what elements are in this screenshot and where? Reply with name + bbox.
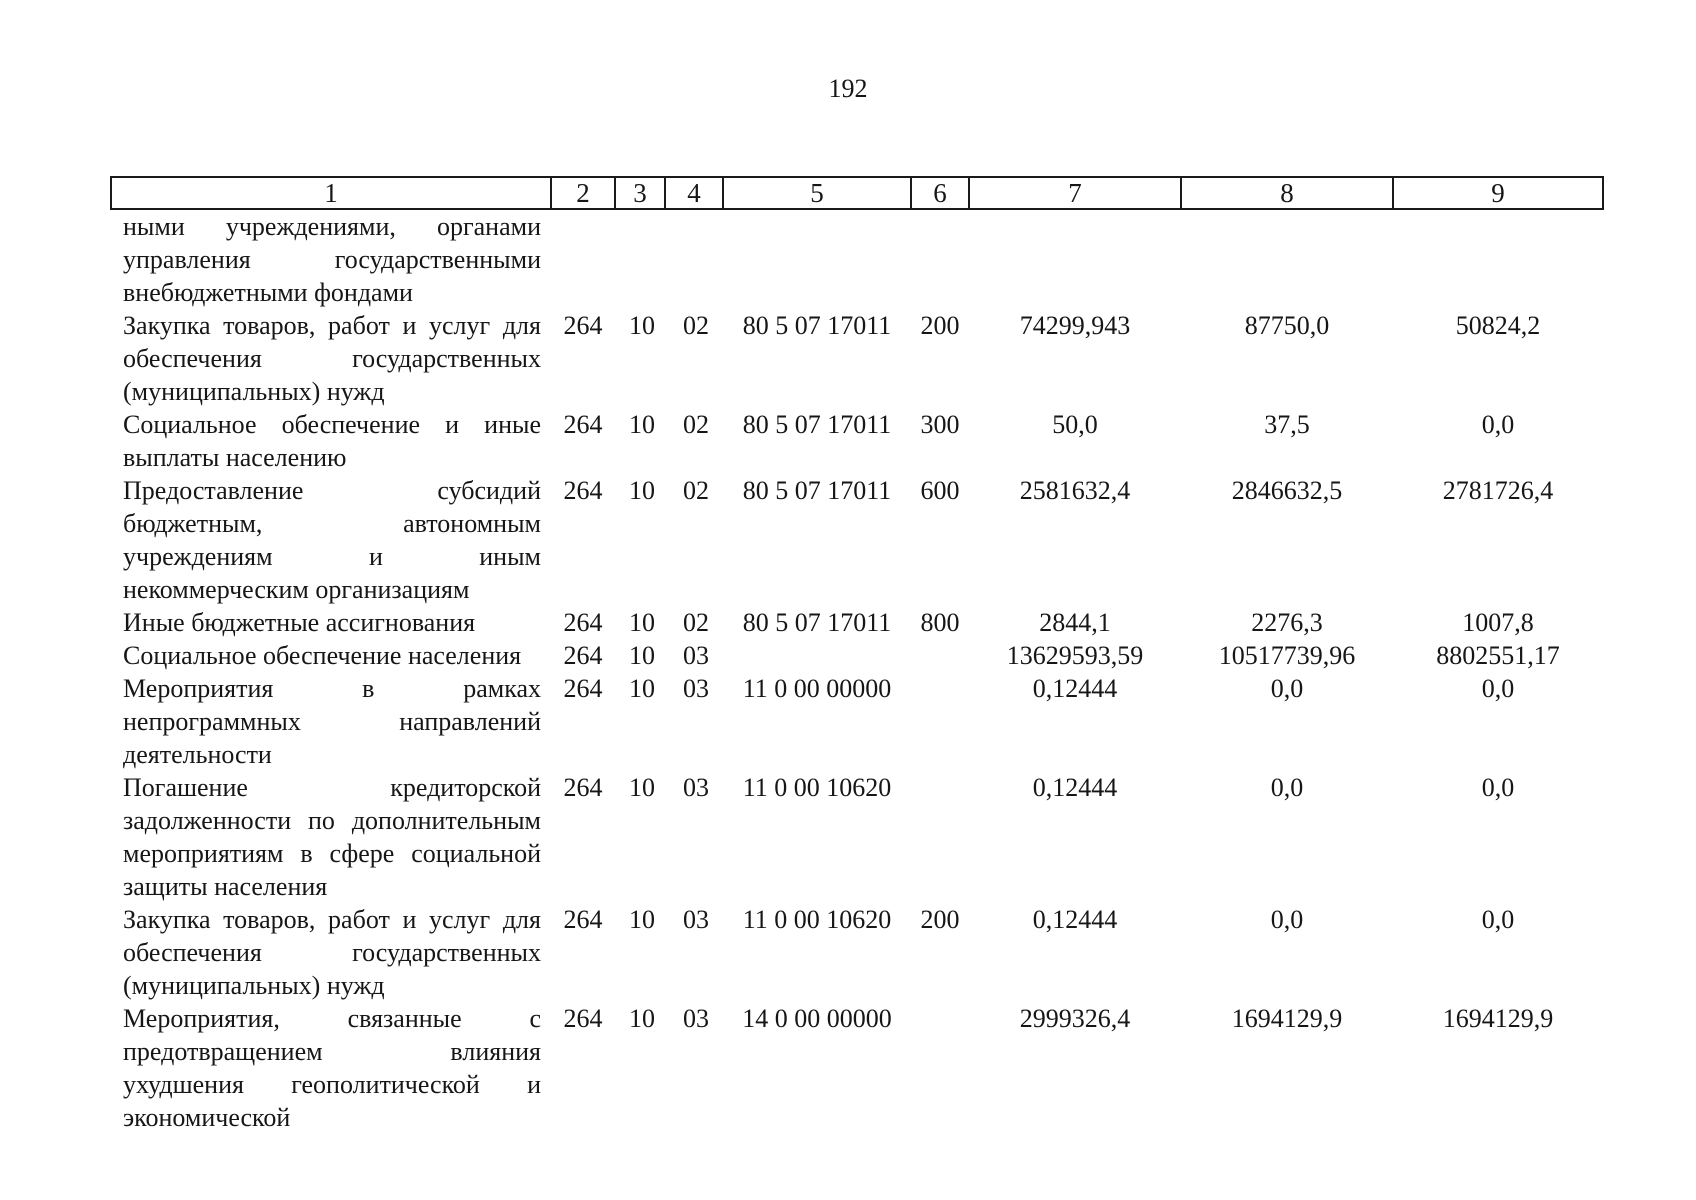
column-header-2: 2 <box>551 177 615 209</box>
amount-col9-cell: 1007,8 <box>1462 608 1534 637</box>
amount-col7-cell: 0,12444 <box>1032 674 1118 703</box>
column-header-7: 7 <box>969 177 1181 209</box>
page-number: 192 <box>828 74 868 103</box>
expense-type-cell <box>911 209 969 309</box>
amount-col7-cell: 74299,943 <box>1019 311 1131 340</box>
amount-col9-cell: 0,0 <box>1481 410 1515 439</box>
amount-col9-cell: 50824,2 <box>1455 311 1541 340</box>
expense-name-cell: Иные бюджетные ассигнования <box>123 608 476 637</box>
amount-col7-cell <box>969 209 1181 309</box>
subsection-cell: 02 <box>683 311 709 340</box>
code-cell: 264 <box>563 476 603 505</box>
expense-type-cell: 300 <box>920 410 960 439</box>
expense-name-cell: ными учреждениями, органами управления государственными внебюджетными фондами <box>123 212 541 307</box>
expense-type-cell: 800 <box>920 608 960 637</box>
expense-name-cell: Погашение кредиторской задолженности по дополнительным мероприятиям в сфере социальной защиты населения <box>123 773 541 901</box>
expense-type-cell: 600 <box>920 476 960 505</box>
column-header-8: 8 <box>1181 177 1393 209</box>
expense-type-cell: 200 <box>920 905 960 934</box>
subsection-cell: 03 <box>683 1004 709 1033</box>
target-article-cell: 80 5 07 17011 <box>742 311 892 340</box>
section-cell: 10 <box>629 1004 655 1033</box>
amount-col7-cell: 2844,1 <box>1039 608 1111 637</box>
section-cell: 10 <box>629 608 655 637</box>
section-cell: 10 <box>629 476 655 505</box>
expense-name-cell: Социальное обеспечение населения <box>123 641 522 670</box>
code-cell: 264 <box>563 1004 603 1033</box>
subsection-cell: 03 <box>683 641 709 670</box>
expense-name-cell: Закупка товаров, работ и услуг для обеспечения государственных (муниципальных) нужд <box>123 905 541 1000</box>
budget-table <box>110 176 1604 1134</box>
amount-col9-cell: 1694129,9 <box>1442 1004 1554 1033</box>
table-row <box>111 309 1603 408</box>
section-cell: 10 <box>629 311 655 340</box>
column-header-3: 3 <box>615 177 665 209</box>
table-body <box>111 209 1603 1134</box>
amount-col7-cell: 13629593,59 <box>1006 641 1144 670</box>
table-row <box>111 903 1603 1002</box>
column-header-9: 9 <box>1393 177 1603 209</box>
subsection-cell: 03 <box>683 674 709 703</box>
amount-col8-cell <box>1181 209 1393 309</box>
expense-name-cell: Предоставление субсидий бюджетным, автономным учреждениям и иным некоммерческим организациям <box>123 476 541 604</box>
code-cell: 264 <box>563 674 603 703</box>
subsection-cell: 02 <box>683 476 709 505</box>
amount-col9-cell <box>1393 209 1603 309</box>
expense-type-cell <box>911 639 969 672</box>
amount-col7-cell: 0,12444 <box>1032 905 1118 934</box>
amount-col9-cell: 0,0 <box>1481 905 1515 934</box>
target-article-cell <box>723 209 911 309</box>
table-row <box>111 639 1603 672</box>
amount-col8-cell: 2846632,5 <box>1231 476 1343 505</box>
section-cell: 10 <box>629 674 655 703</box>
target-article-cell <box>723 639 911 672</box>
code-cell: 264 <box>563 905 603 934</box>
code-cell: 264 <box>563 608 603 637</box>
amount-col9-cell: 0,0 <box>1481 773 1515 802</box>
target-article-cell: 11 0 00 00000 <box>742 674 892 703</box>
expense-name-cell: Мероприятия в рамках непрограммных направлений деятельности <box>123 674 541 769</box>
expense-name-cell: Мероприятия, связанные с предотвращением влияния ухудшения геополитической и экономической <box>123 1004 541 1132</box>
amount-col8-cell: 87750,0 <box>1244 311 1330 340</box>
amount-col8-cell: 2276,3 <box>1251 608 1323 637</box>
amount-col8-cell: 10517739,96 <box>1218 641 1356 670</box>
column-header-6: 6 <box>911 177 969 209</box>
table-row <box>111 771 1603 903</box>
table-row <box>111 474 1603 606</box>
target-article-cell: 14 0 00 00000 <box>742 1004 892 1033</box>
target-article-cell: 80 5 07 17011 <box>742 410 892 439</box>
section-cell: 10 <box>629 773 655 802</box>
section-cell: 10 <box>629 905 655 934</box>
code-cell <box>551 209 615 309</box>
amount-col7-cell: 0,12444 <box>1032 773 1118 802</box>
expense-type-cell: 200 <box>920 311 960 340</box>
target-article-cell: 80 5 07 17011 <box>742 608 892 637</box>
subsection-cell: 03 <box>683 905 709 934</box>
section-cell: 10 <box>629 410 655 439</box>
column-header-5: 5 <box>723 177 911 209</box>
table-row <box>111 606 1603 639</box>
section-cell: 10 <box>629 641 655 670</box>
amount-col8-cell: 1694129,9 <box>1231 1004 1343 1033</box>
subsection-cell: 02 <box>683 608 709 637</box>
table-row <box>111 408 1603 474</box>
expense-type-cell <box>911 672 969 771</box>
expense-name-cell: Закупка товаров, работ и услуг для обеспечения государственных (муниципальных) нужд <box>123 311 541 406</box>
amount-col8-cell: 37,5 <box>1264 410 1310 439</box>
amount-col7-cell: 50,0 <box>1052 410 1098 439</box>
amount-col9-cell: 2781726,4 <box>1442 476 1554 505</box>
header-row <box>111 177 1603 209</box>
expense-name-cell: Социальное обеспечение и иные выплаты населению <box>123 410 541 472</box>
subsection-cell: 03 <box>683 773 709 802</box>
subsection-cell <box>665 209 723 309</box>
amount-col9-cell: 8802551,17 <box>1436 641 1560 670</box>
column-header-1: 1 <box>111 177 551 209</box>
expense-type-cell <box>911 771 969 903</box>
table-row <box>111 209 1603 309</box>
table-row <box>111 672 1603 771</box>
target-article-cell: 80 5 07 17011 <box>742 476 892 505</box>
amount-col7-cell: 2999326,4 <box>1019 1004 1131 1033</box>
amount-col8-cell: 0,0 <box>1270 773 1304 802</box>
amount-col8-cell: 0,0 <box>1270 905 1304 934</box>
code-cell: 264 <box>563 641 603 670</box>
amount-col9-cell: 0,0 <box>1481 674 1515 703</box>
amount-col8-cell: 0,0 <box>1270 674 1304 703</box>
amount-col7-cell: 2581632,4 <box>1019 476 1131 505</box>
expense-type-cell <box>911 1002 969 1134</box>
column-header-4: 4 <box>665 177 723 209</box>
target-article-cell: 11 0 00 10620 <box>742 905 892 934</box>
code-cell: 264 <box>563 410 603 439</box>
code-cell: 264 <box>563 311 603 340</box>
section-cell <box>615 209 665 309</box>
table-row <box>111 1002 1603 1134</box>
code-cell: 264 <box>563 773 603 802</box>
subsection-cell: 02 <box>683 410 709 439</box>
target-article-cell: 11 0 00 10620 <box>742 773 892 802</box>
